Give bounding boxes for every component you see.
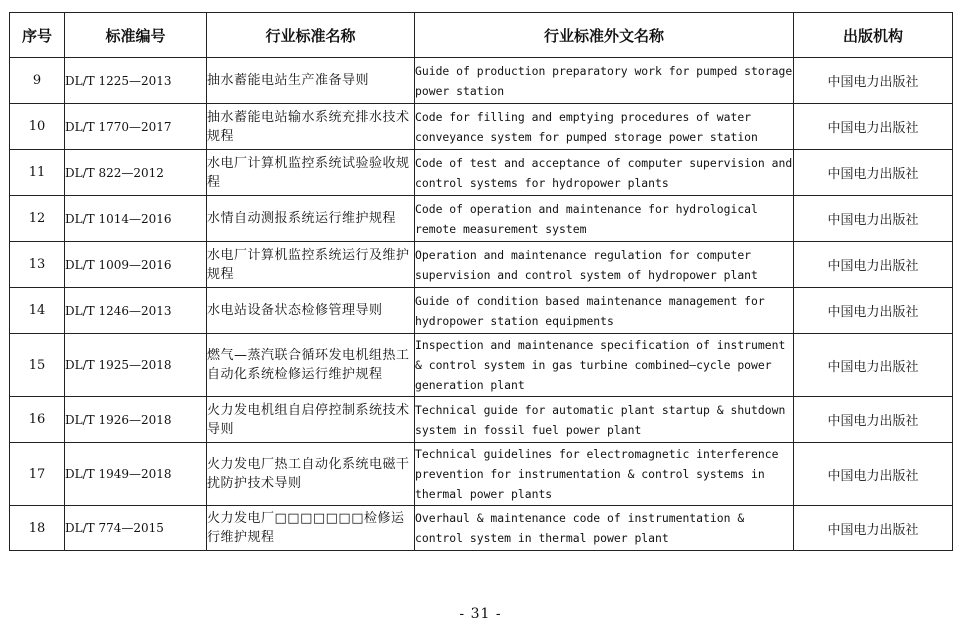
standard-english-name: Code for filling and emptying procedures of water conveyance system for pumped storage power station — [415, 104, 794, 150]
standard-name: 水情自动测报系统运行维护规程 — [207, 196, 415, 242]
standard-code: DL/T 1246—2013 — [65, 288, 207, 334]
row-number: 17 — [10, 443, 65, 506]
header-row — [10, 13, 953, 58]
publisher: 中国电力出版社 — [794, 150, 953, 196]
table-row — [10, 196, 953, 242]
standard-name: 火力发电机组自启停控制系统技术导则 — [207, 397, 415, 443]
row-number: 14 — [10, 288, 65, 334]
row-number: 13 — [10, 242, 65, 288]
standard-code: DL/T 1009—2016 — [65, 242, 207, 288]
standard-name: 水电站设备状态检修管理导则 — [207, 288, 415, 334]
header-no: 序号 — [10, 13, 65, 58]
standard-english-name: Guide of production preparatory work for pumped storage power station — [415, 58, 794, 104]
publisher: 中国电力出版社 — [794, 242, 953, 288]
standard-english-name: Overhaul & maintenance code of instrumentation & control system in thermal power plant — [415, 506, 794, 551]
standards-table — [9, 12, 953, 551]
standard-code: DL/T 1770—2017 — [65, 104, 207, 150]
table-row — [10, 288, 953, 334]
publisher: 中国电力出版社 — [794, 443, 953, 506]
row-number: 12 — [10, 196, 65, 242]
standard-code: DL/T 1926—2018 — [65, 397, 207, 443]
header-code: 标准编号 — [65, 13, 207, 58]
standard-name: 火力发电厂热工自动化系统电磁干扰防护技术导则 — [207, 443, 415, 506]
publisher: 中国电力出版社 — [794, 397, 953, 443]
standard-name: 燃气—蒸汽联合循环发电机组热工自动化系统检修运行维护规程 — [207, 334, 415, 397]
page-number: - 31 - — [459, 606, 502, 622]
standard-english-name: Guide of condition based maintenance management for hydropower station equipments — [415, 288, 794, 334]
standard-english-name: Inspection and maintenance specification of instrument & control system in gas turbine combined—cycle power generation plant — [415, 334, 794, 397]
row-number: 18 — [10, 506, 65, 551]
publisher: 中国电力出版社 — [794, 196, 953, 242]
table-row — [10, 334, 953, 397]
table-row — [10, 506, 953, 551]
standard-code: DL/T 774—2015 — [65, 506, 207, 551]
table-row — [10, 104, 953, 150]
table-body — [10, 58, 953, 551]
standard-english-name: Technical guidelines for electromagnetic interference prevention for instrumentation & control systems in thermal power plants — [415, 443, 794, 506]
publisher: 中国电力出版社 — [794, 506, 953, 551]
standard-name: 火力发电厂□□□□□□□检修运行维护规程 — [207, 506, 415, 551]
publisher: 中国电力出版社 — [794, 104, 953, 150]
standard-name: 水电厂计算机监控系统试验验收规程 — [207, 150, 415, 196]
table-header — [10, 13, 953, 58]
header-english-name: 行业标准外文名称 — [415, 13, 794, 58]
publisher: 中国电力出版社 — [794, 288, 953, 334]
header-publisher: 出版机构 — [794, 13, 953, 58]
standard-name: 水电厂计算机监控系统运行及维护规程 — [207, 242, 415, 288]
standard-english-name: Code of operation and maintenance for hydrological remote measurement system — [415, 196, 794, 242]
standard-code: DL/T 1225—2013 — [65, 58, 207, 104]
header-name: 行业标准名称 — [207, 13, 415, 58]
row-number: 15 — [10, 334, 65, 397]
table-row — [10, 397, 953, 443]
standard-english-name: Code of test and acceptance of computer supervision and control systems for hydropower plants — [415, 150, 794, 196]
row-number: 16 — [10, 397, 65, 443]
row-number: 11 — [10, 150, 65, 196]
publisher: 中国电力出版社 — [794, 334, 953, 397]
standard-name: 抽水蓄能电站输水系统充排水技术规程 — [207, 104, 415, 150]
table-row — [10, 443, 953, 506]
standard-english-name: Operation and maintenance regulation for computer supervision and control system of hydropower plant — [415, 242, 794, 288]
publisher: 中国电力出版社 — [794, 58, 953, 104]
table-row — [10, 242, 953, 288]
table-row — [10, 150, 953, 196]
table-row — [10, 58, 953, 104]
standard-code: DL/T 1014—2016 — [65, 196, 207, 242]
standard-code: DL/T 1949—2018 — [65, 443, 207, 506]
standard-english-name: Technical guide for automatic plant startup & shutdown system in fossil fuel power plant — [415, 397, 794, 443]
standard-code: DL/T 1925—2018 — [65, 334, 207, 397]
standard-name: 抽水蓄能电站生产准备导则 — [207, 58, 415, 104]
standard-code: DL/T 822—2012 — [65, 150, 207, 196]
row-number: 9 — [10, 58, 65, 104]
row-number: 10 — [10, 104, 65, 150]
